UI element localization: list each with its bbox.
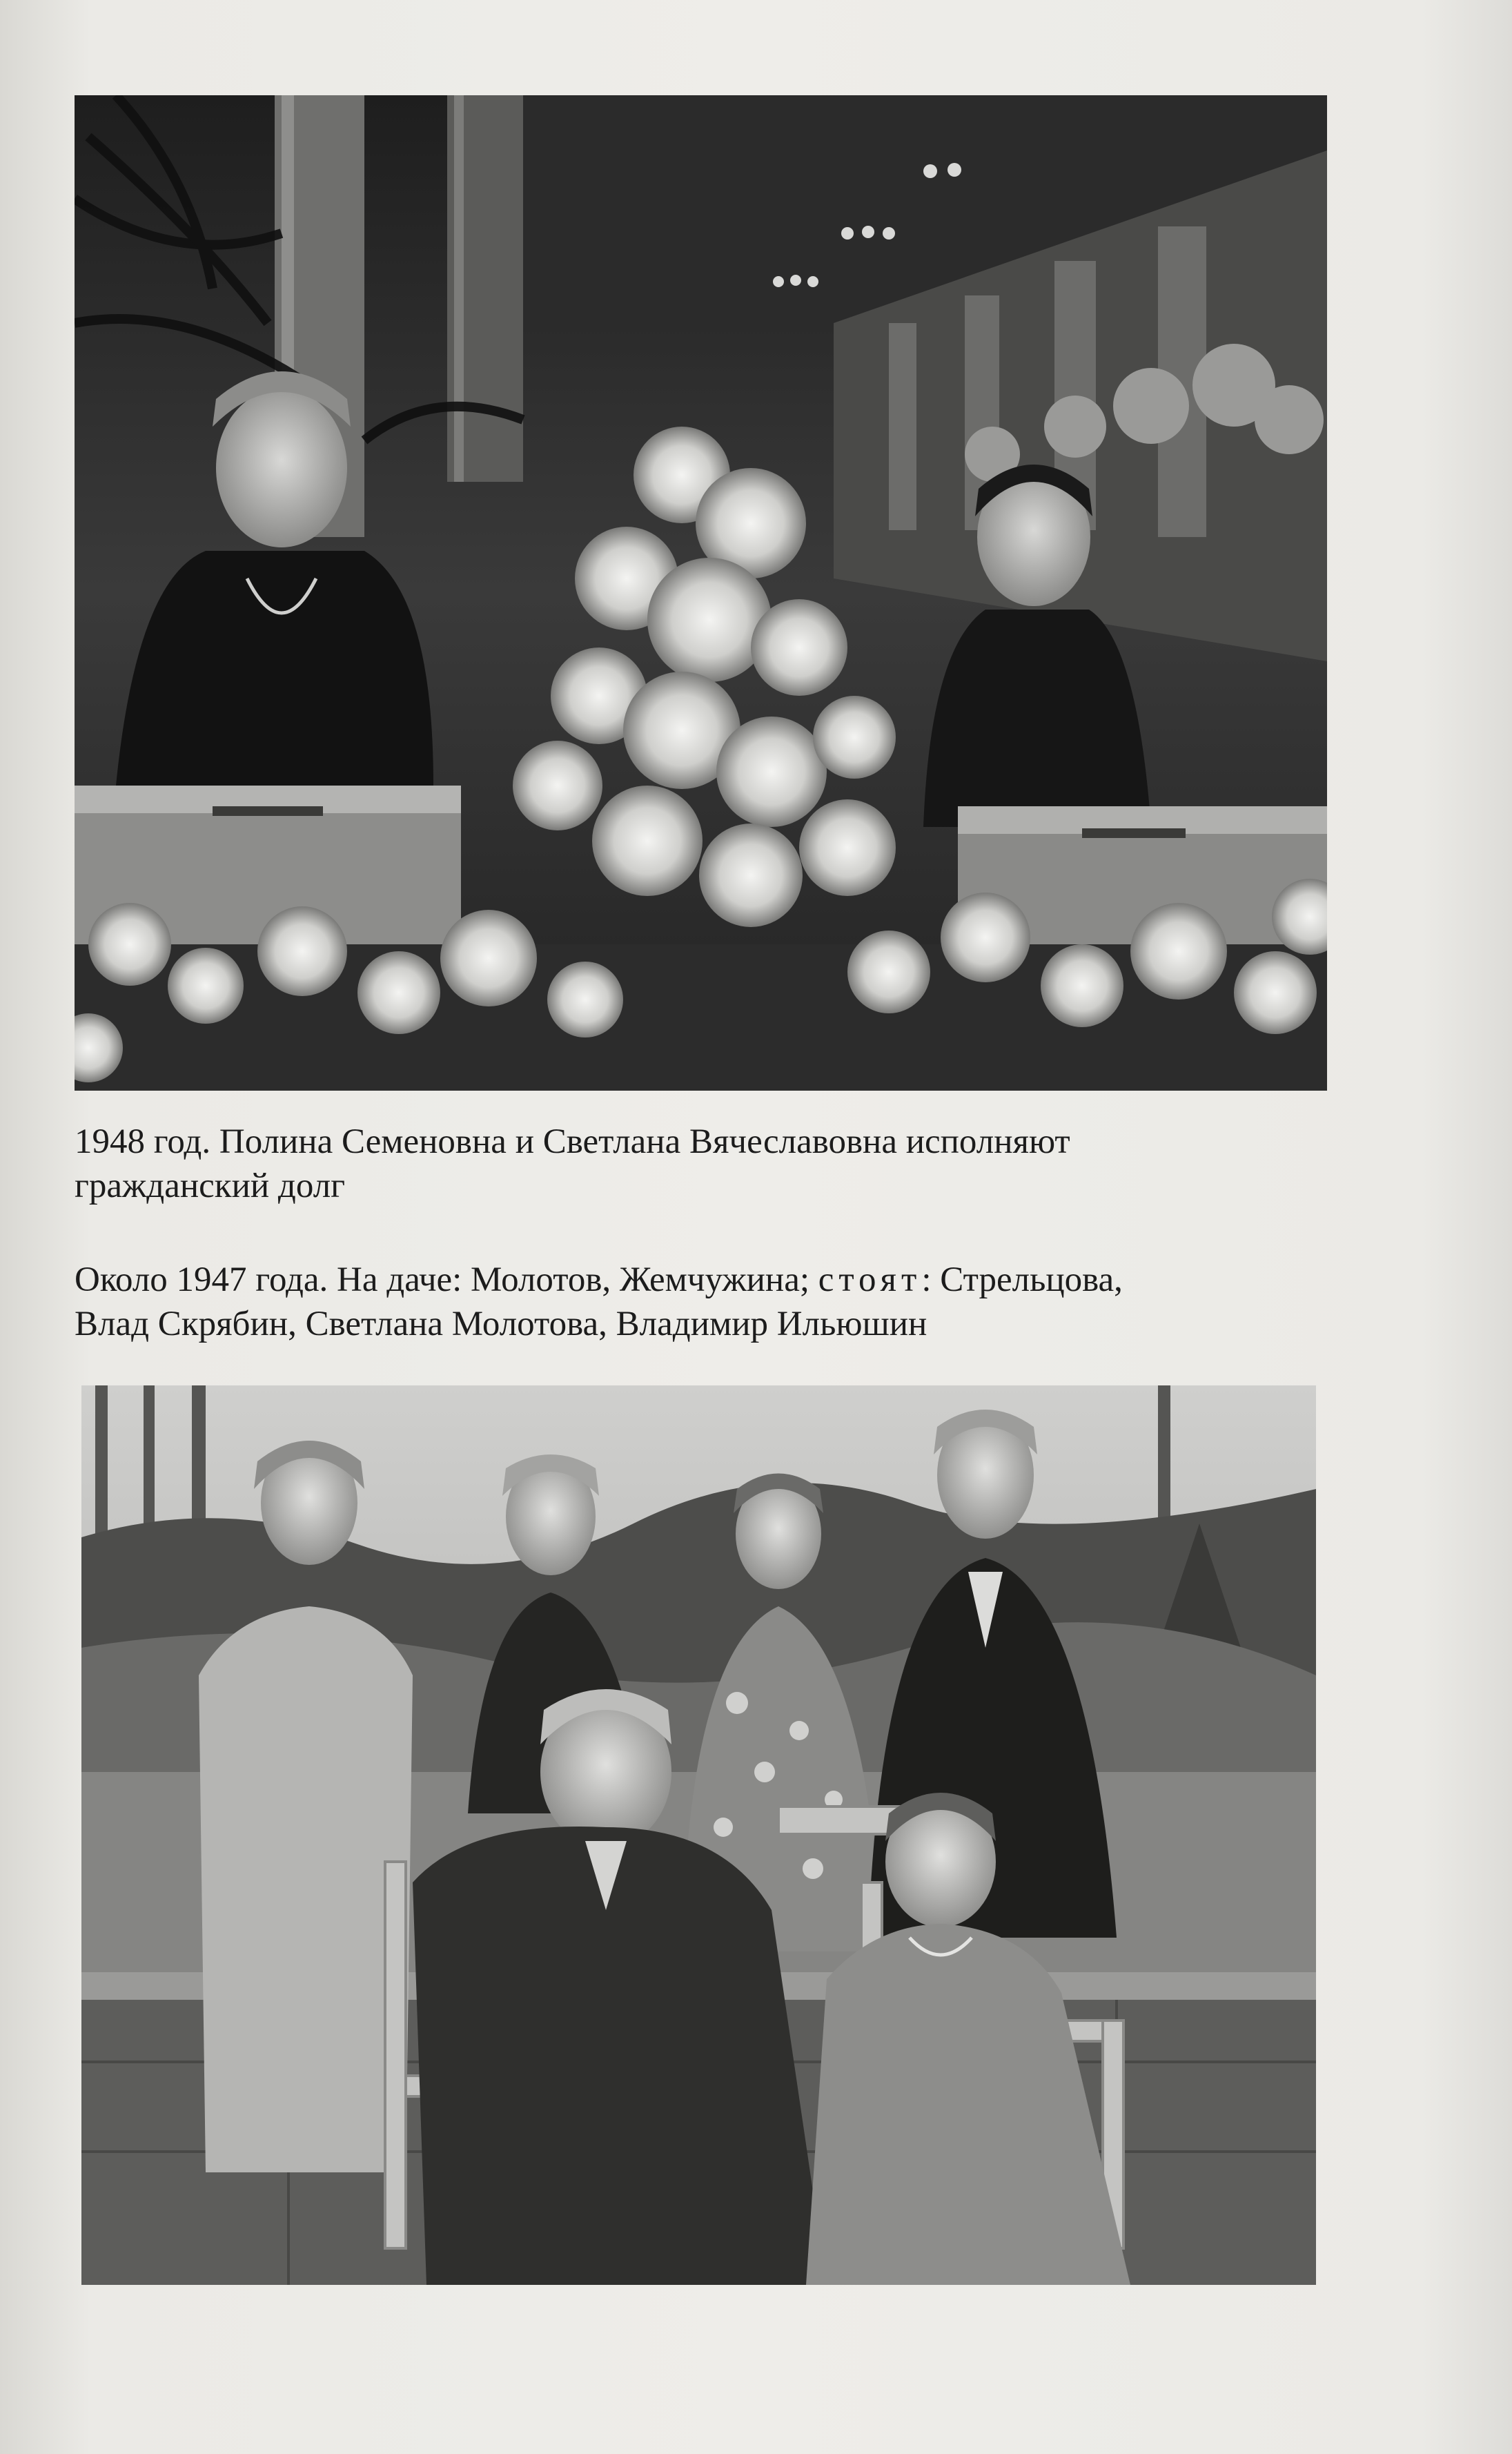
caption-voting-line1: 1948 год. Полина Семеновна и Светлана Вячеславовна исполняют <box>75 1122 1070 1161</box>
voting-photo-illustration <box>75 95 1327 1091</box>
caption-dacha-line1-end: : Стрельцова, <box>921 1260 1123 1299</box>
caption-voting-line2: гражданский долг <box>75 1167 346 1205</box>
caption-dacha <box>75 1258 1337 1346</box>
caption-dacha-line1-start: Около 1947 года. На даче: Молотов, Жемчужина; <box>75 1260 818 1299</box>
caption-dacha-line2: Влад Скрябин, Светлана Молотова, Владимир Ильюшин <box>75 1305 927 1343</box>
voting-photo <box>75 95 1327 1091</box>
caption-dacha-standing: стоят <box>818 1260 922 1299</box>
dacha-photo-illustration <box>81 1385 1316 2285</box>
dacha-photo <box>81 1385 1316 2285</box>
caption-voting <box>75 1120 1337 1208</box>
